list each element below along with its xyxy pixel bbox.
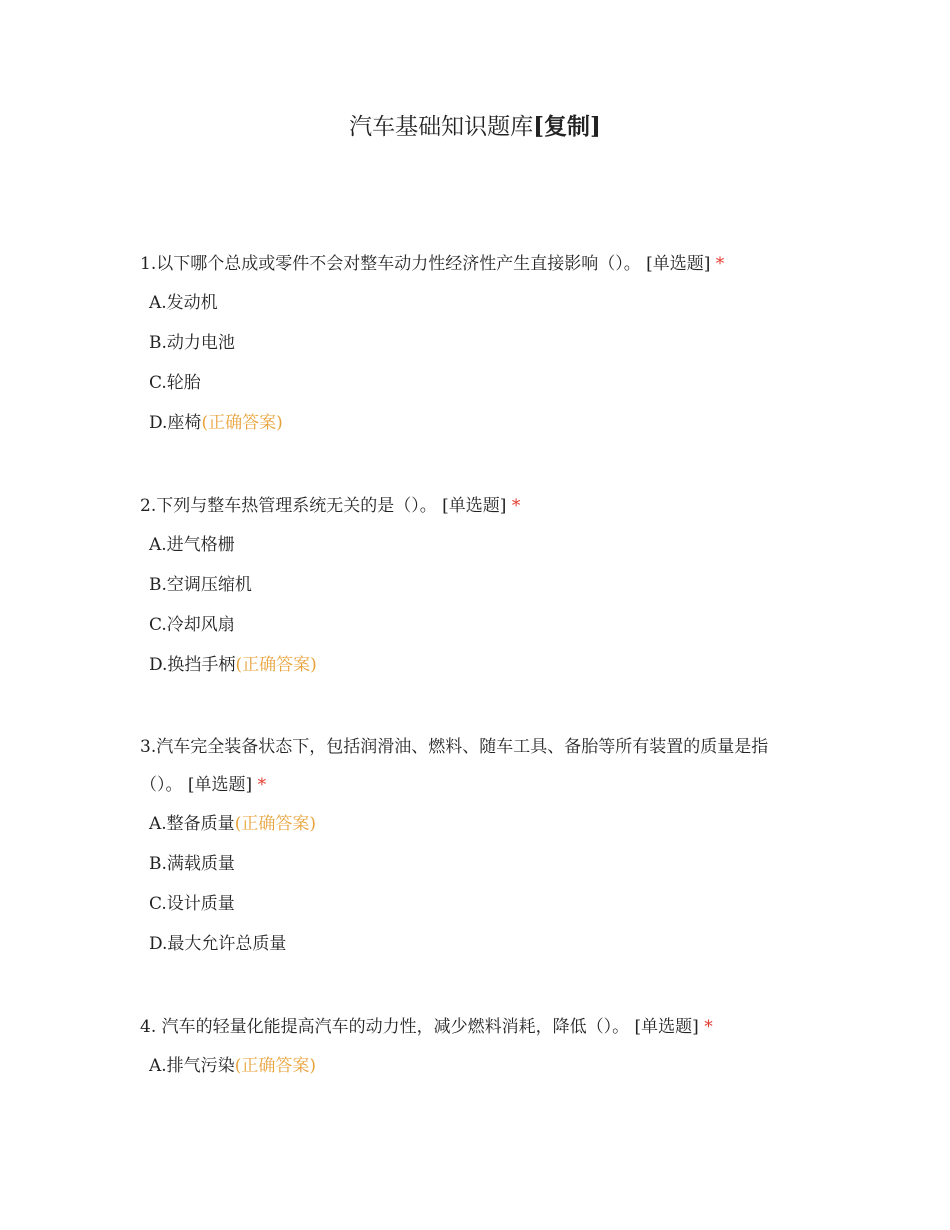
option-label: C.轮胎 [149, 373, 201, 393]
option-c [149, 884, 810, 924]
question-type-tag: [单选题] [646, 254, 711, 274]
question-1 [140, 245, 820, 443]
option-label: D.换挡手柄 [149, 655, 236, 675]
question-header [140, 245, 820, 283]
option-label: D.最大允许总质量 [149, 934, 287, 954]
option-a [149, 283, 820, 323]
correct-answer-mark: (正确答案) [235, 655, 317, 675]
question-type-tag: [单选题] [634, 1017, 699, 1037]
required-asterisk: * [257, 775, 267, 795]
option-c [149, 363, 820, 403]
option-label: D.座椅 [149, 413, 202, 433]
option-label: A.进气格栅 [149, 535, 235, 555]
option-b [149, 565, 820, 605]
question-4 [140, 1008, 820, 1086]
option-b [149, 844, 810, 884]
required-asterisk: * [511, 496, 521, 516]
required-asterisk: * [704, 1017, 713, 1037]
option-a [149, 525, 820, 565]
option-a [149, 1046, 820, 1086]
option-label: C.冷却风扇 [149, 615, 235, 635]
option-label: A.排气污染 [149, 1056, 235, 1076]
option-d [149, 403, 820, 443]
option-label: C.设计质量 [149, 894, 235, 914]
correct-answer-mark: (正确答案) [201, 413, 283, 433]
title-suffix: [复制] [533, 113, 601, 140]
question-text: 3.汽车完全装备状态下，包括润滑油、燃料、随车工具、备胎等所有装置的质量是指（）。 [140, 737, 769, 795]
required-asterisk: * [715, 254, 725, 274]
option-label: B.满载质量 [149, 854, 235, 874]
question-2 [140, 487, 820, 685]
question-type-tag: [单选题] [187, 775, 253, 795]
option-label: A.整备质量 [149, 814, 235, 834]
option-label: B.空调压缩机 [149, 575, 252, 595]
option-d [149, 645, 820, 685]
question-text: 2.下列与整车热管理系统无关的是（）。 [140, 496, 437, 516]
question-header [140, 487, 820, 525]
question-text: 1.以下哪个总成或零件不会对整车动力性经济性产生直接影响（）。 [140, 254, 641, 274]
correct-answer-mark: (正确答案) [234, 814, 316, 834]
question-type-tag: [单选题] [442, 496, 507, 516]
question-header [140, 1008, 820, 1046]
option-b [149, 323, 820, 363]
question-text: 4. 汽车的轻量化能提高汽车的动力性，减少燃料消耗，降低（）。 [140, 1017, 630, 1037]
page-title [0, 111, 950, 143]
option-label: B.动力电池 [149, 333, 235, 353]
title-main: 汽车基础知识题库 [349, 114, 534, 140]
option-d [149, 924, 810, 964]
correct-answer-mark: (正确答案) [234, 1056, 316, 1076]
option-label: A.发动机 [149, 293, 218, 313]
option-c [149, 605, 820, 645]
question-3 [140, 728, 810, 964]
question-header [140, 728, 810, 804]
option-a [149, 804, 810, 844]
